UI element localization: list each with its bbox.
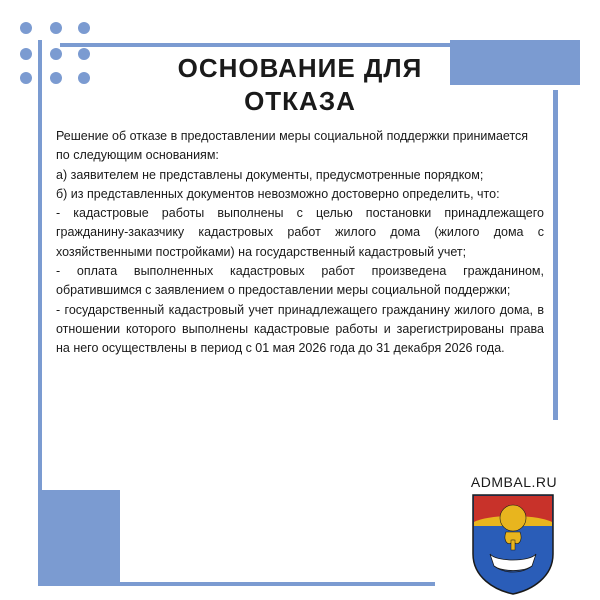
dot bbox=[50, 22, 62, 34]
corner-block-top-right bbox=[450, 40, 580, 85]
frame-bottom-bar bbox=[40, 582, 435, 586]
dot bbox=[20, 72, 32, 84]
dot bbox=[78, 48, 90, 60]
dot bbox=[20, 48, 32, 60]
page-title: ОСНОВАНИЕ ДЛЯ ОТКАЗА bbox=[177, 53, 423, 116]
frame-right-bar bbox=[553, 90, 558, 420]
paragraph-intro: Решение об отказе в предоставлении меры социальной поддержки принимается по следующим основаниям: bbox=[56, 129, 529, 163]
corner-block-bottom-left bbox=[40, 490, 120, 586]
body-text bbox=[56, 127, 544, 359]
site-link[interactable]: ADMBAL.RU bbox=[470, 474, 558, 490]
balakovo-coat-of-arms-icon bbox=[470, 492, 556, 596]
paragraph-item-2: - оплата выполненных кадастровых работ произведена гражданином, обратившимся с заявлением о предоставлении меры социальной поддержки; bbox=[56, 264, 544, 298]
paragraph-item-1: - кадастровые работы выполнены с целью постановки принадлежащего гражданину-заказчику кадастровых работ жилого дома (жилого дома с хозяйственными постройками) на государственный кадастровый учет; bbox=[56, 206, 544, 259]
paragraph-item-3: - государственный кадастровый учет принадлежащего гражданину жилого дома, в отношении которого выполнены кадастровые работы и зарегистрированы права на него осуществлены в период с 01 мая 2026 года до 31 декабря 2026 года. bbox=[56, 302, 544, 356]
dot bbox=[50, 48, 62, 60]
dot bbox=[78, 72, 90, 84]
decorative-dots bbox=[20, 22, 90, 92]
dot bbox=[20, 22, 32, 34]
dot bbox=[50, 72, 62, 84]
dot bbox=[78, 22, 90, 34]
paragraph-reason-a: а) заявителем не представлены документы, предусмотренные порядком; bbox=[56, 167, 484, 182]
paragraph-reason-b: б) из представленных документов невозможно достоверно определить, что: bbox=[56, 186, 500, 201]
